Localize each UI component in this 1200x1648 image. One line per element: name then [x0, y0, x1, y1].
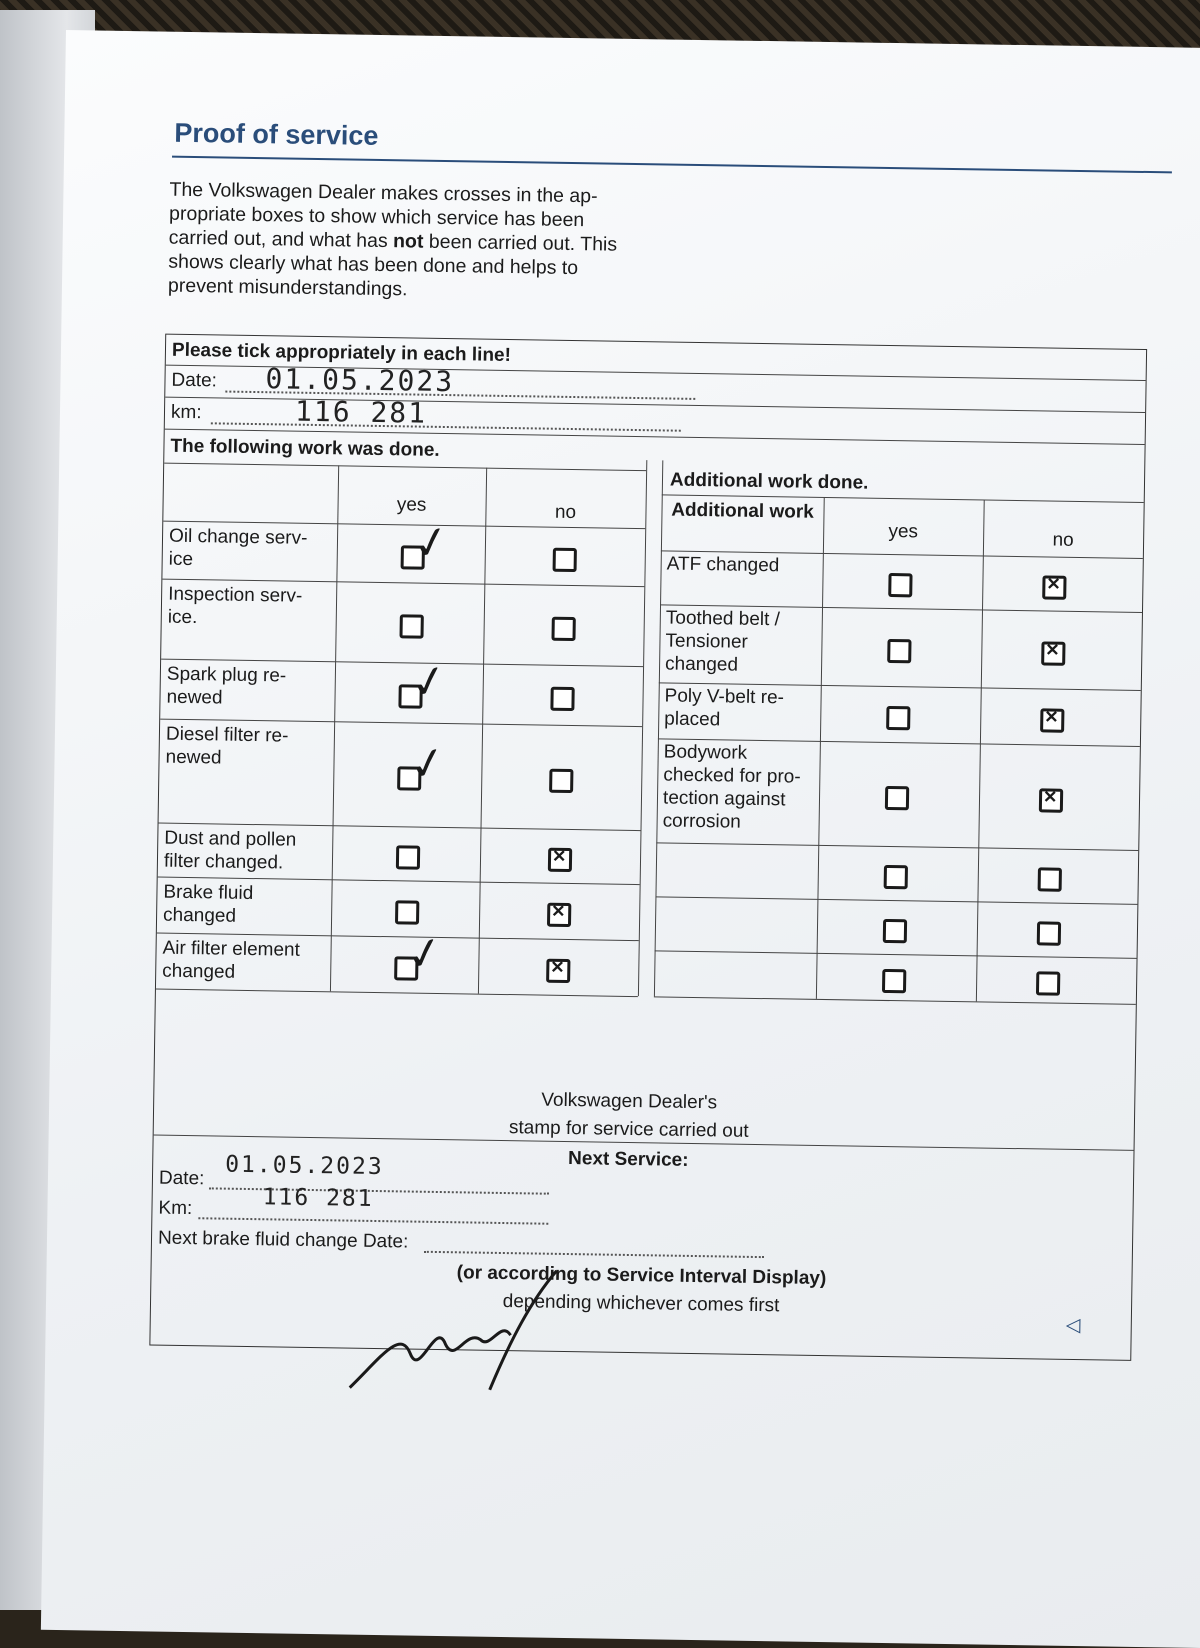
- service-no-checkbox[interactable]: [549, 769, 573, 793]
- service-label: Diesel filter re-newed: [165, 723, 289, 769]
- cross-mark-icon: ✕: [551, 846, 567, 866]
- additional-work-label: ATF changed: [666, 553, 780, 577]
- next-km-label: Km:: [158, 1197, 193, 1220]
- divider: [656, 842, 1138, 851]
- service-yes-checkbox[interactable]: [395, 900, 419, 924]
- additional-no-checkbox[interactable]: [1038, 867, 1062, 891]
- additional-work-header: Additional work: [671, 499, 814, 523]
- additional-no-checkbox[interactable]: [1041, 641, 1065, 665]
- instruction-text: Please tick appropriately in each line!: [171, 339, 512, 367]
- additional-no-checkbox[interactable]: [1037, 921, 1061, 945]
- title-rule: [172, 156, 1172, 174]
- service-no-checkbox[interactable]: [548, 848, 572, 872]
- divider: [654, 460, 664, 996]
- service-form: [149, 334, 1147, 1361]
- divider: [655, 896, 1137, 905]
- divider: [478, 468, 488, 994]
- additional-yes-checkbox[interactable]: [888, 573, 912, 597]
- additional-yes-checkbox[interactable]: [883, 919, 907, 943]
- tick-mark-icon: ✓: [408, 514, 455, 572]
- additional-work-label: Poly V-belt re-placed: [664, 685, 785, 731]
- whichever-note: depending whichever comes first: [502, 1291, 780, 1317]
- additional-yes-checkbox[interactable]: [887, 639, 911, 663]
- add-col-no-header: no: [1052, 529, 1074, 551]
- service-no-checkbox[interactable]: [550, 687, 574, 711]
- additional-work-label: Toothed belt / Tensioner changed: [664, 607, 781, 676]
- next-date-dotted-line: [209, 1187, 549, 1194]
- additional-no-checkbox[interactable]: [1042, 575, 1066, 599]
- add-col-yes-header: yes: [888, 520, 919, 543]
- additional-no-checkbox[interactable]: [1039, 788, 1063, 812]
- additional-heading: Additional work done.: [669, 469, 869, 494]
- divider: [638, 460, 648, 996]
- divider: [976, 499, 985, 1001]
- service-no-checkbox[interactable]: [551, 617, 575, 641]
- service-label: Oil change serv-ice: [168, 525, 308, 571]
- tick-mark-icon: ✓: [401, 925, 448, 983]
- stamp-line1: Volkswagen Dealer's: [541, 1089, 718, 1114]
- additional-yes-checkbox[interactable]: [886, 706, 910, 730]
- next-service-heading: Next Service:: [567, 1148, 689, 1171]
- page-title: Proof of service: [174, 117, 379, 151]
- service-no-checkbox[interactable]: [547, 903, 571, 927]
- service-page: [41, 30, 1200, 1648]
- divider: [156, 989, 638, 998]
- tick-mark-icon: ✓: [406, 653, 453, 711]
- col-yes-header: yes: [396, 494, 427, 516]
- service-label: Brake fluid changed: [162, 881, 254, 927]
- stamp-line2: stamp for service carried out: [508, 1117, 749, 1142]
- divider: [655, 950, 1137, 959]
- brake-fluid-label: Next brake fluid change Date:: [157, 1227, 409, 1253]
- additional-yes-checkbox[interactable]: [882, 969, 906, 993]
- intro-text: The Volkswagen Dealer makes crosses in the ap-propriate boxes to show which service has been carried out, and what has not been carried out. This shows clearly what has been done and helps to prevent misunderstandings.: [167, 178, 618, 301]
- cross-mark-icon: ✕: [551, 901, 566, 921]
- additional-work-label: Bodywork checked for pro-tection against corrosion: [662, 741, 801, 833]
- additional-yes-checkbox[interactable]: [884, 865, 908, 889]
- cross-mark-icon: ✕: [1044, 707, 1059, 727]
- next-km-dotted-line: [198, 1217, 548, 1224]
- cross-mark-icon: ✕: [1045, 640, 1060, 660]
- additional-no-checkbox[interactable]: [1040, 708, 1064, 732]
- divider: [164, 463, 646, 472]
- service-label: Air filter element changed: [162, 937, 301, 983]
- service-label: Inspection serv-ice.: [167, 583, 303, 629]
- service-label: Dust and pollen filter changed.: [163, 827, 297, 874]
- service-yes-checkbox[interactable]: [396, 845, 420, 869]
- divider: [816, 497, 825, 999]
- km-label: km:: [170, 401, 202, 424]
- additional-yes-checkbox[interactable]: [885, 786, 909, 810]
- work-done-heading: The following work was done.: [170, 435, 440, 461]
- service-no-checkbox[interactable]: [553, 548, 577, 572]
- next-date-handwritten[interactable]: 01.05.2023: [224, 1151, 384, 1181]
- service-yes-checkbox[interactable]: [399, 614, 423, 638]
- interval-note: (or according to Service Interval Display): [456, 1262, 827, 1290]
- divider: [654, 996, 1136, 1005]
- service-label: Spark plug re-newed: [166, 663, 287, 709]
- next-km-handwritten[interactable]: 116 281: [262, 1184, 374, 1212]
- divider: [330, 465, 340, 991]
- cross-mark-icon: ✕: [1042, 787, 1058, 807]
- continue-arrow-icon: ◁: [1065, 1314, 1081, 1337]
- service-no-checkbox[interactable]: [546, 959, 570, 983]
- brake-fluid-dotted-line: [424, 1251, 764, 1258]
- col-no-header: no: [554, 501, 577, 524]
- next-date-label: Date:: [158, 1167, 205, 1190]
- km-handwritten[interactable]: 116 281: [294, 394, 428, 430]
- cross-mark-icon: ✕: [1046, 574, 1061, 594]
- date-handwritten[interactable]: 01.05.2023: [265, 362, 455, 399]
- additional-no-checkbox[interactable]: [1036, 971, 1060, 995]
- tick-mark-icon: ✓: [404, 735, 451, 793]
- date-label: Date:: [171, 369, 218, 392]
- cross-mark-icon: ✕: [550, 957, 565, 977]
